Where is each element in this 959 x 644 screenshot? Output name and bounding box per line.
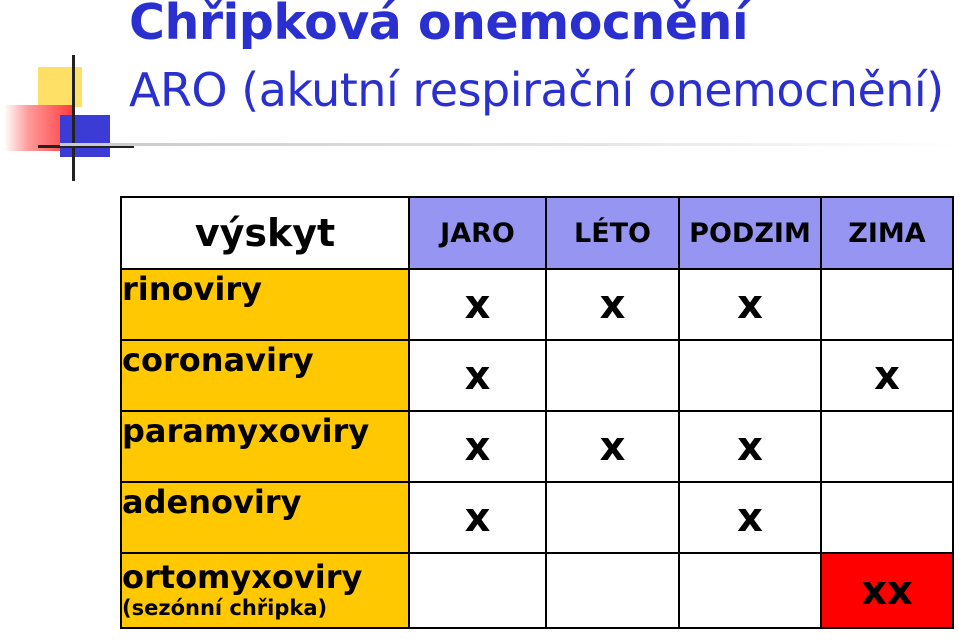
occurrence-mark	[546, 340, 679, 411]
season-header: ZIMA	[821, 197, 953, 269]
decorative-logo	[0, 45, 140, 175]
header-label: výskyt	[121, 197, 409, 269]
occurrence-mark: x	[679, 411, 821, 482]
occurrence-mark: x	[409, 411, 546, 482]
occurrence-mark	[821, 482, 953, 553]
occurrence-mark	[679, 340, 821, 411]
occurrence-mark	[821, 411, 953, 482]
occurrence-mark: x	[409, 269, 546, 340]
occurrence-mark: x	[821, 340, 953, 411]
table-row	[121, 553, 953, 628]
occurrence-mark: x	[679, 269, 821, 340]
title-divider	[60, 143, 959, 146]
virus-name: ortomyxoviry	[122, 558, 363, 596]
occurrence-table	[120, 196, 954, 629]
occurrence-mark	[546, 553, 679, 628]
occurrence-mark	[409, 553, 546, 628]
season-header: LÉTO	[546, 197, 679, 269]
occurrence-mark	[679, 553, 821, 628]
page-title: Chřipková onemocnění	[129, 0, 749, 51]
virus-cell	[121, 553, 409, 628]
occurrence-mark	[821, 269, 953, 340]
virus-name: adenoviry	[121, 482, 409, 553]
virus-name: coronaviry	[121, 340, 409, 411]
occurrence-mark	[546, 482, 679, 553]
table-row	[121, 340, 953, 411]
occurrence-mark: x	[679, 482, 821, 553]
logo-blue-square	[60, 115, 110, 157]
logo-yellow-square	[38, 67, 82, 107]
season-header: JARO	[409, 197, 546, 269]
table-row	[121, 482, 953, 553]
occurrence-mark: x	[546, 411, 679, 482]
occurrence-mark: x	[409, 482, 546, 553]
occurrence-mark-highlight: xx	[821, 553, 953, 628]
season-header: PODZIM	[679, 197, 821, 269]
table-row	[121, 411, 953, 482]
virus-name: rinoviry	[121, 269, 409, 340]
table-row	[121, 269, 953, 340]
logo-vertical-line	[72, 55, 75, 181]
virus-note: (sezónní chřipka)	[122, 596, 328, 620]
virus-name: paramyxoviry	[121, 411, 409, 482]
occurrence-mark: x	[546, 269, 679, 340]
occurrence-mark: x	[409, 340, 546, 411]
page-subtitle: ARO (akutní respirační onemocnění)	[129, 63, 944, 117]
table-header-row	[121, 197, 953, 269]
